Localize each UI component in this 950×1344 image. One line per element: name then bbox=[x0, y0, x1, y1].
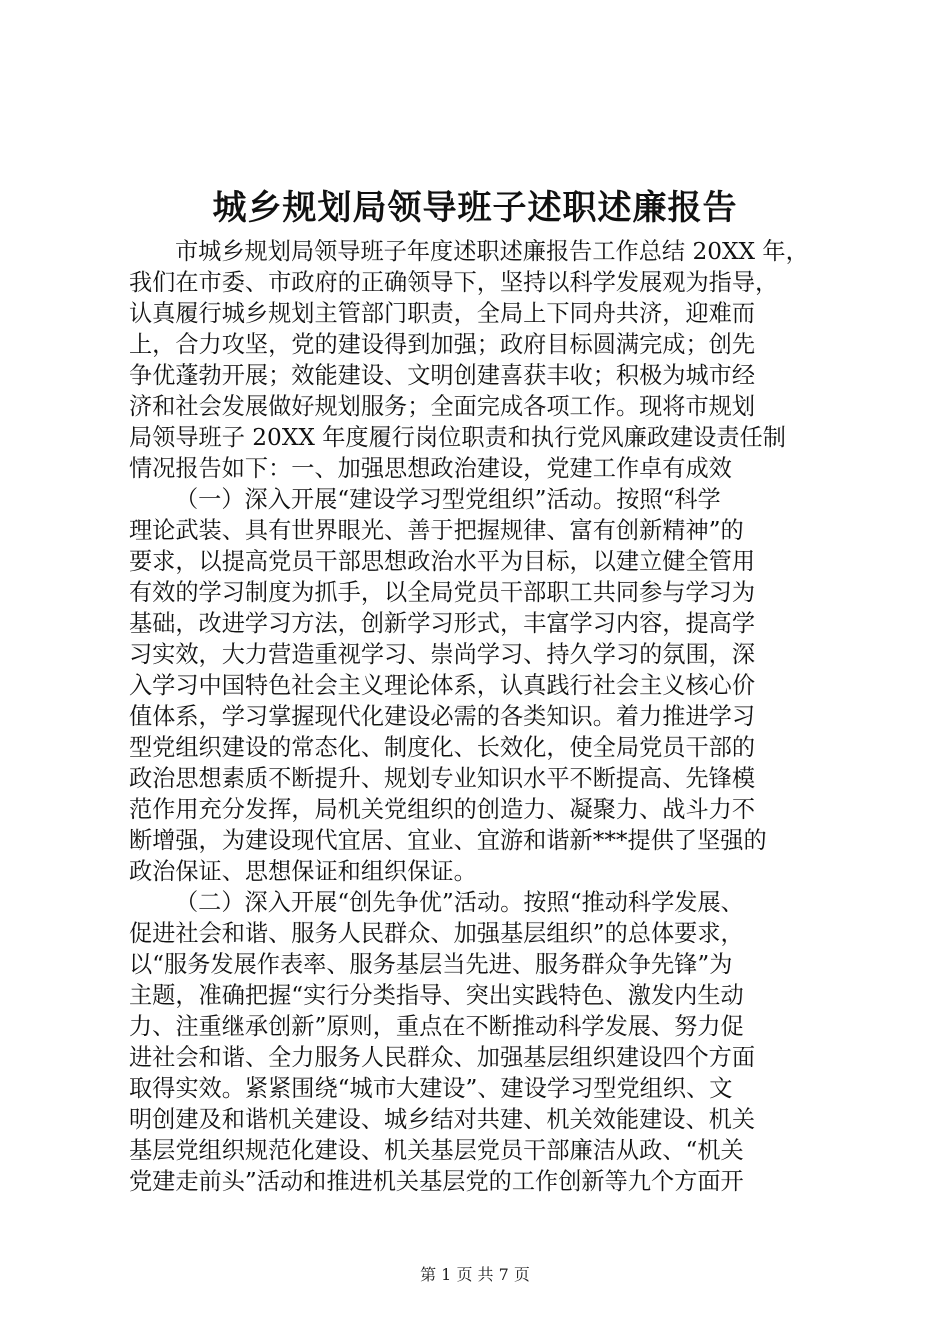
text-line: 理论武装、具有世界眼光、善于把握规律、富有创新精神”的 bbox=[129, 517, 744, 544]
text-line: 进社会和谐、全力服务人民群众、加强基层组织建设四个方面 bbox=[129, 1044, 756, 1071]
text-line: 争优蓬勃开展；效能建设、文明创建喜获丰收；积极为城市经 bbox=[129, 362, 756, 389]
text-line: 范作用充分发挥，局机关党组织的创造力、凝聚力、战斗力不 bbox=[129, 796, 756, 823]
text-line: 我们在市委、市政府的正确领导下，坚持以科学发展观为指导， bbox=[129, 269, 779, 296]
text-line: 情况报告如下：一、加强思想政治建设，党建工作卓有成效 bbox=[129, 455, 732, 482]
text-line: 上，合力攻坚，党的建设得到加强；政府目标圆满完成；创先 bbox=[129, 331, 756, 358]
page-title: 城乡规划局领导班子述职述廉报告 bbox=[212, 188, 738, 228]
text-line: 市城乡规划局领导班子年度述职述廉报告工作总结 20XX 年， bbox=[175, 238, 809, 265]
text-line: （一）深入开展“建设学习型党组织”活动。按照“科学 bbox=[175, 486, 721, 513]
text-line: 基础，改进学习方法，创新学习形式，丰富学习内容，提高学 bbox=[129, 610, 756, 637]
text-line: 党建走前头”活动和推进机关基层党的工作创新等九个方面开 bbox=[129, 1168, 744, 1195]
text-line: 主题，准确把握“实行分类指导、突出实践特色、激发内生动 bbox=[129, 982, 744, 1009]
text-line: 入学习中国特色社会主义理论体系，认真践行社会主义核心价 bbox=[129, 672, 756, 699]
text-line: 促进社会和谐、服务人民群众、加强基层组织”的总体要求， bbox=[129, 920, 744, 947]
text-line: 型党组织建设的常态化、制度化、长效化，使全局党员干部的 bbox=[129, 734, 756, 761]
text-line: 力、注重继承创新”原则，重点在不断推动科学发展、努力促 bbox=[129, 1013, 744, 1040]
text-line: （二）深入开展“创先争优”活动。按照“推动科学发展、 bbox=[175, 889, 744, 916]
text-line: 习实效，大力营造重视学习、崇尚学习、持久学习的氛围，深 bbox=[129, 641, 756, 668]
text-line: 济和社会发展做好规划服务；全面完成各项工作。现将市规划 bbox=[129, 393, 756, 420]
page-number: 第 1 页 共 7 页 bbox=[420, 1265, 530, 1284]
text-line: 取得实效。紧紧围绕“城市大建设”、建设学习型党组织、文 bbox=[129, 1075, 733, 1102]
text-line: 以“服务发展作表率、服务基层当先进、服务群众争先锋”为 bbox=[129, 951, 733, 978]
text-line: 值体系，学习掌握现代化建设必需的各类知识。着力推进学习 bbox=[129, 703, 756, 730]
text-line: 认真履行城乡规划主管部门职责，全局上下同舟共济，迎难而 bbox=[129, 300, 756, 327]
text-line: 政治保证、思想保证和组织保证。 bbox=[129, 858, 477, 885]
text-line: 要求，以提高党员干部思想政治水平为目标，以建立健全管用 bbox=[129, 548, 756, 575]
text-line: 明创建及和谐机关建设、城乡结对共建、机关效能建设、机关 bbox=[129, 1106, 756, 1133]
text-line: 有效的学习制度为抓手，以全局党员干部职工共同参与学习为 bbox=[129, 579, 756, 606]
text-line: 政治思想素质不断提升、规划专业知识水平不断提高、先锋模 bbox=[129, 765, 756, 792]
text-line: 基层党组织规范化建设、机关基层党员干部廉洁从政、“机关 bbox=[129, 1137, 744, 1164]
text-line: 局领导班子 20XX 年度履行岗位职责和执行党风廉政建设责任制 bbox=[129, 424, 786, 451]
text-line: 断增强，为建设现代宜居、宜业、宜游和谐新***提供了坚强的 bbox=[129, 827, 767, 854]
document-body bbox=[129, 236, 829, 1197]
